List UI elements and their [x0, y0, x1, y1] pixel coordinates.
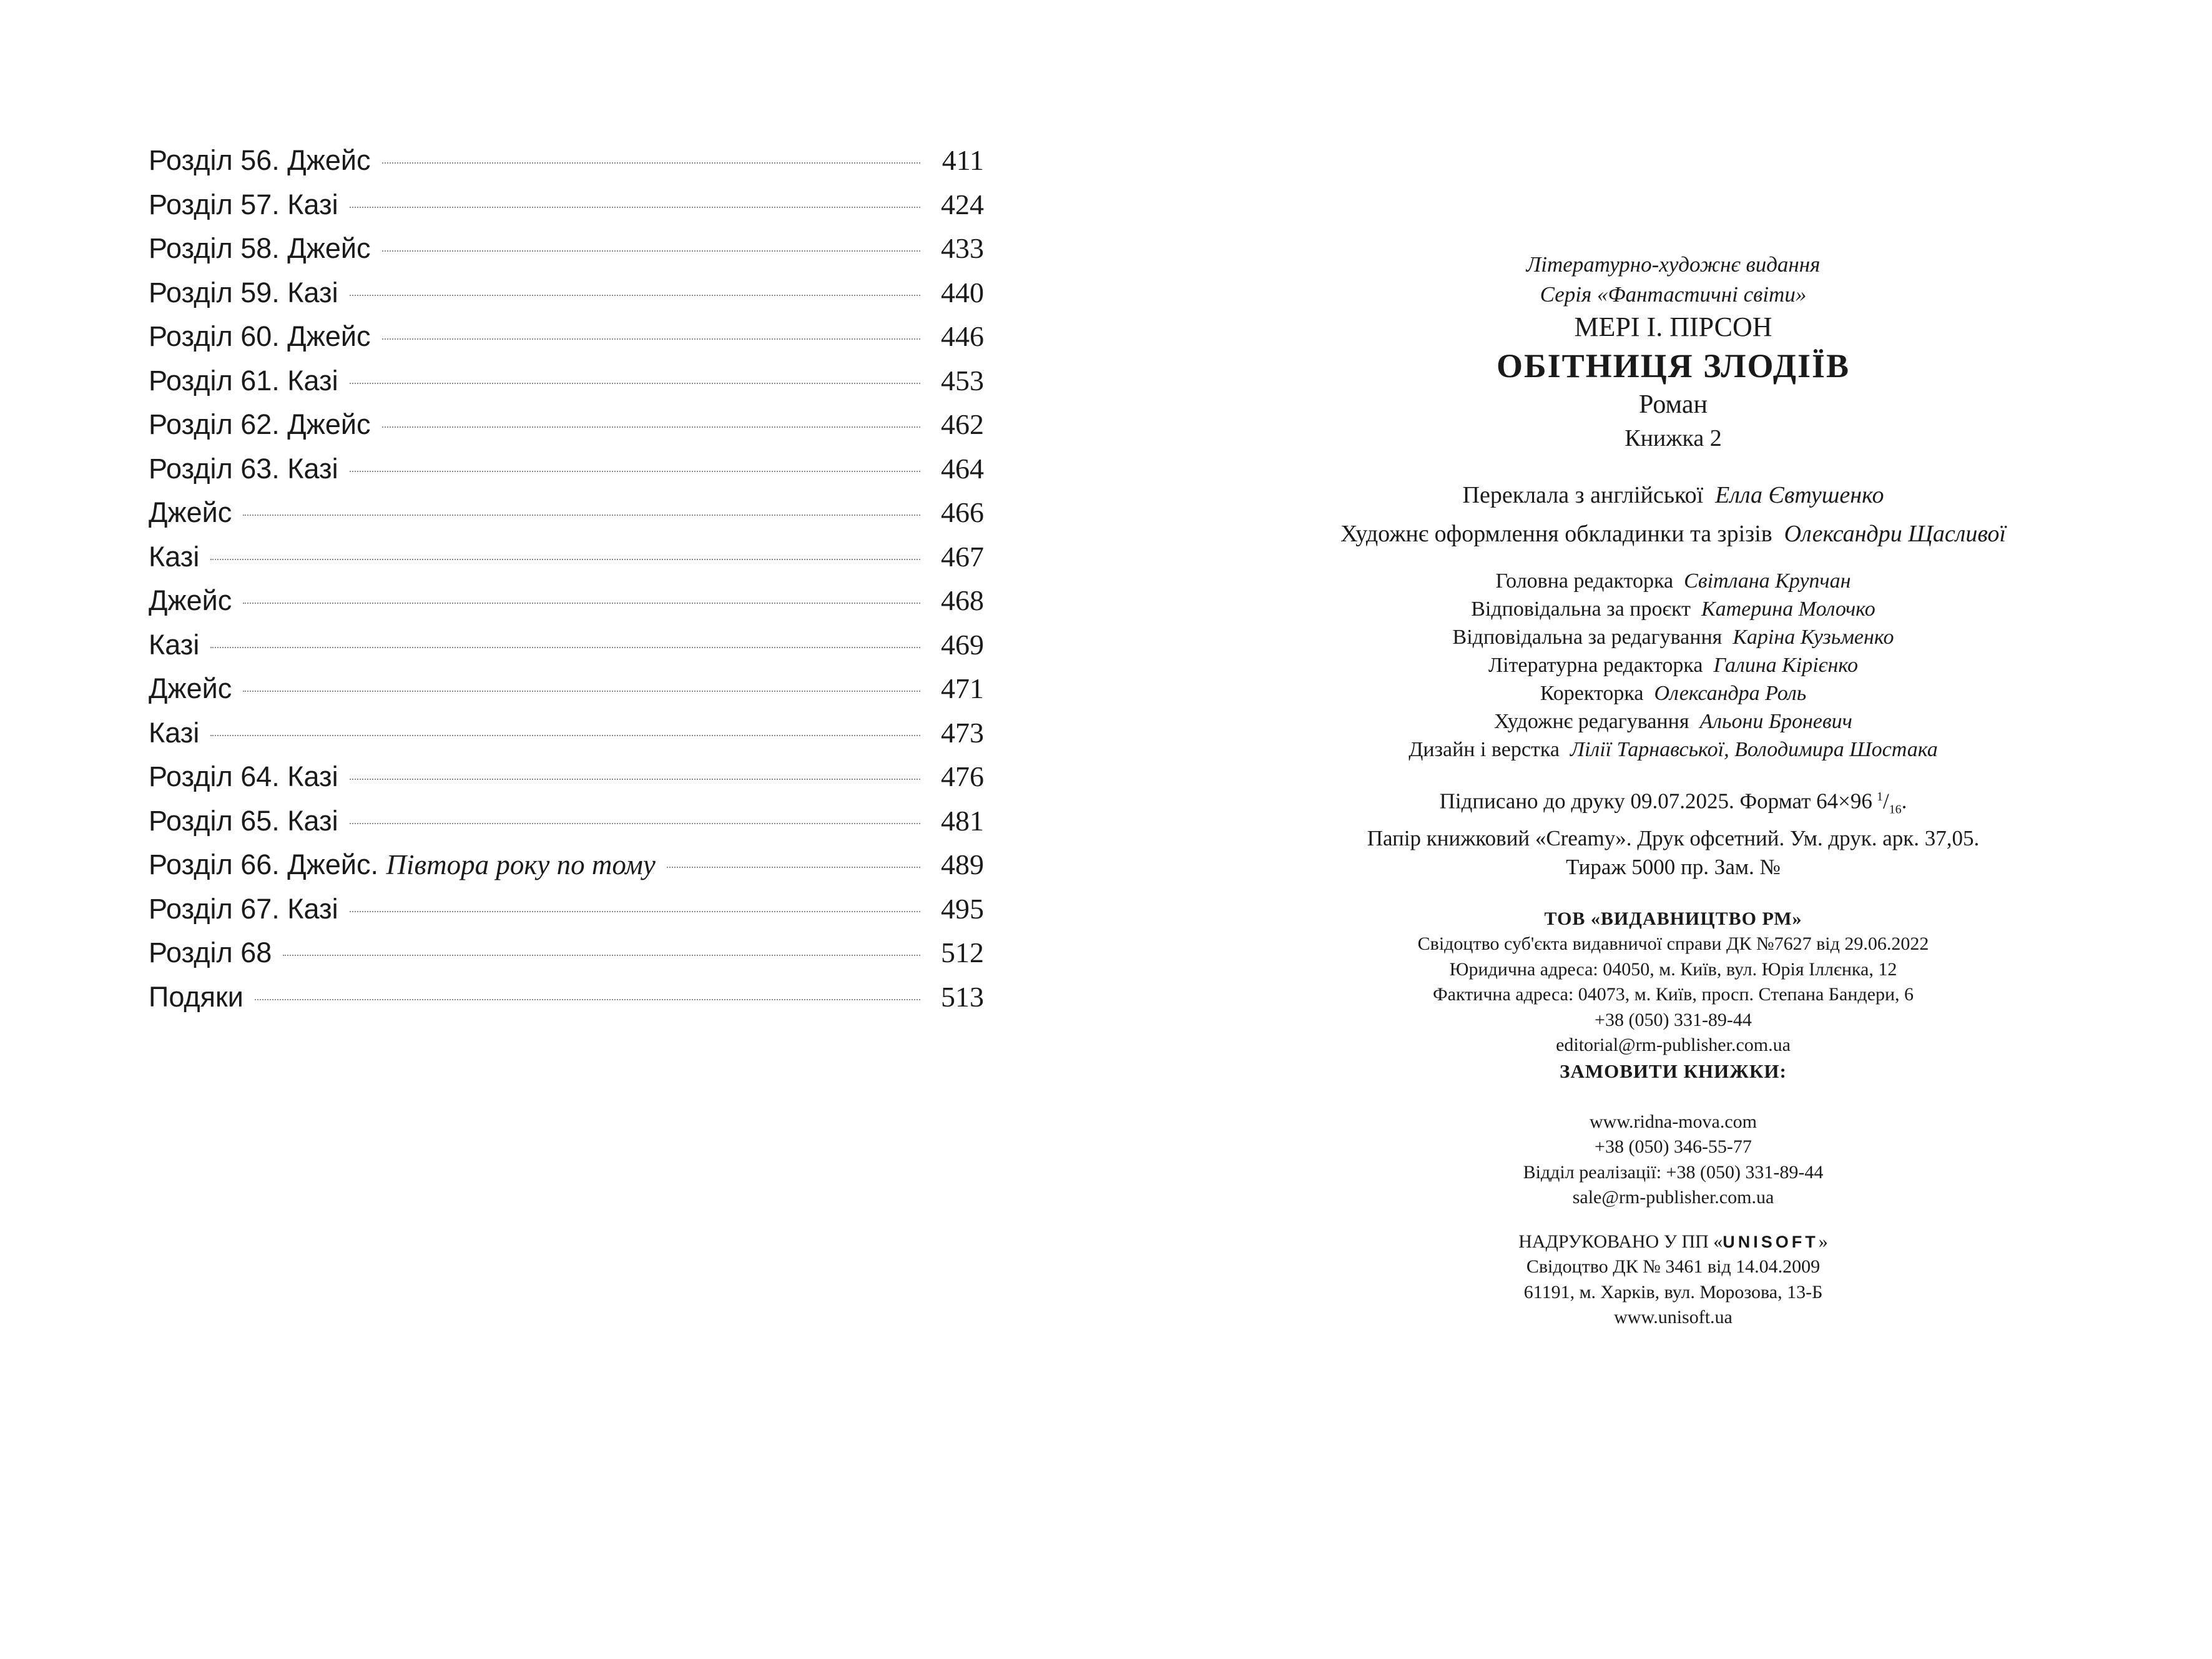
dot-leader: [243, 514, 920, 516]
publisher-details: [1261, 932, 2085, 1058]
toc-title-text: Розділ 67. Казі: [149, 892, 338, 925]
publisher-line: +38 (050) 331-89-44: [1595, 1009, 1752, 1030]
toc-entry: [149, 227, 984, 271]
toc-entry-title: [149, 535, 199, 579]
cover-design-credit: [1261, 514, 2085, 553]
toc-entry: [149, 975, 984, 1020]
toc-entry: [149, 579, 984, 623]
toc-page-number: 473: [941, 716, 984, 749]
toc-entry-title: [149, 755, 338, 799]
toc-title-text: Джейс: [149, 584, 232, 616]
toc-entry: [149, 447, 984, 491]
publisher-line: Фактична адреса: 04073, м. Київ, просп. Степана Бандери, 6: [1432, 984, 1914, 1005]
printer-brand: UNISOFT: [1723, 1232, 1819, 1251]
table-of-contents: [149, 139, 984, 1019]
publisher-line: editorial@rm-publisher.com.ua: [1556, 1035, 1791, 1056]
toc-page-number: 462: [941, 408, 984, 440]
order-line: +38 (050) 346-55-77: [1595, 1136, 1752, 1158]
toc-entry-title: [149, 667, 232, 711]
genre: Роман: [1639, 390, 1708, 419]
author-name: МЕРІ І. ПІРСОН: [1574, 312, 1772, 342]
dot-leader: [210, 735, 920, 736]
credit-name: Каріна Кузьменко: [1733, 626, 1894, 649]
dot-leader: [350, 207, 920, 208]
credit-line: [1261, 595, 2085, 623]
toc-entry: [149, 667, 984, 711]
credit-line: [1261, 567, 2085, 595]
editorial-credits: [1261, 567, 2085, 764]
translator-label: Переклала з англійської: [1462, 482, 1704, 508]
edition-type: Літературно-художнє видання: [1526, 252, 1821, 277]
toc-title-text: Розділ 56. Джейс: [149, 144, 371, 176]
toc-title-text: Казі: [149, 628, 200, 661]
toc-page-number: 469: [941, 628, 984, 661]
toc-page-number: 424: [941, 188, 984, 220]
credit-name: Катерина Молочко: [1701, 598, 1875, 621]
toc-entry-title: [149, 271, 338, 315]
toc-title-text: Подяки: [149, 980, 243, 1013]
toc-entry-title: [149, 359, 338, 403]
order-block: [1261, 1110, 2085, 1211]
toc-entry: [149, 711, 984, 756]
signed-text: Підписано до друку 09.07.2025. Формат 64×96: [1439, 789, 1872, 814]
translator-name: Елла Євтушенко: [1715, 482, 1884, 508]
format-denominator: 16: [1889, 802, 1902, 817]
credit-role: Коректорка: [1540, 682, 1644, 705]
dot-leader: [243, 691, 920, 692]
dot-leader: [350, 823, 920, 824]
credit-role: Літературна редакторка: [1488, 654, 1703, 677]
dot-leader: [667, 867, 920, 868]
order-line: Відділ реалізації: +38 (050) 331-89-44: [1523, 1161, 1824, 1183]
toc-entry: [149, 799, 984, 844]
toc-page-number: 467: [941, 540, 984, 573]
toc-entry-title: [149, 403, 371, 447]
credit-line: [1261, 651, 2085, 679]
toc-page-number: 471: [941, 672, 984, 704]
toc-entry-title: [149, 139, 371, 183]
credit-name: Галина Кірієнко: [1713, 654, 1858, 677]
print-run: Тираж 5000 пр. Зам. №: [1566, 854, 1781, 879]
toc-page-number: 411: [941, 144, 984, 176]
dot-leader: [382, 426, 920, 428]
toc-page-number: 466: [941, 496, 984, 528]
credit-role: Художнє редагування: [1494, 710, 1689, 733]
toc-entry-title: [149, 799, 338, 844]
credit-line: [1261, 707, 2085, 736]
toc-title-text: Розділ 61. Казі: [149, 364, 338, 396]
toc-entry: [149, 315, 984, 359]
toc-page-number: 446: [941, 320, 984, 352]
dot-leader: [350, 383, 920, 384]
toc-entry-title: [149, 447, 338, 491]
toc-title-text: Казі: [149, 716, 200, 749]
toc-entry: [149, 271, 984, 315]
toc-entry: [149, 623, 984, 667]
printer-line: 61191, м. Харків, вул. Морозова, 13-Б: [1523, 1281, 1823, 1302]
toc-page-number: 481: [941, 804, 984, 837]
toc-title-text: Розділ 57. Казі: [149, 188, 338, 220]
toc-page-number: 513: [941, 980, 984, 1013]
toc-entry: [149, 887, 984, 932]
credit-role: Відповідальна за редагування: [1452, 626, 1723, 649]
printer-line: Свідоцтво ДК № 3461 від 14.04.2009: [1526, 1256, 1821, 1277]
toc-title-text: Розділ 58. Джейс: [149, 232, 371, 264]
dot-leader: [382, 250, 920, 252]
toc-entry-title: [149, 843, 656, 887]
cover-design-name: Олександри Щасливої: [1784, 521, 2006, 547]
toc-page-number: 495: [941, 892, 984, 925]
dot-leader: [350, 911, 920, 912]
toc-entry: [149, 931, 984, 975]
toc-title-text: Джейс: [149, 496, 232, 528]
toc-page-number: 468: [941, 584, 984, 616]
toc-title-text: Розділ 60. Джейс: [149, 320, 371, 352]
printer-block: [1261, 1229, 2085, 1331]
toc-page-number: 476: [941, 761, 984, 792]
cover-design-label: Художнє оформлення обкладинки та зрізів: [1340, 521, 1772, 547]
toc-page-number: 440: [941, 276, 984, 308]
print-info: [1261, 782, 2085, 882]
dot-leader: [350, 471, 920, 472]
toc-title-text: Розділ 68: [149, 937, 272, 968]
toc-title-text: Розділ 65. Казі: [149, 804, 338, 837]
dot-leader: [210, 559, 920, 560]
credit-role: Головна редакторка: [1495, 569, 1674, 593]
credit-name: Світлана Крупчан: [1684, 569, 1851, 593]
signed-for-print: Підписано до друку 09.07.2025. Формат 64×96 $^1/_{16}$.: [1439, 789, 1907, 817]
order-heading: ЗАМОВИТИ КНИЖКИ:: [1560, 1060, 1787, 1082]
order-line: www.ridna-mova.com: [1590, 1111, 1757, 1132]
toc-page-number: 489: [941, 849, 984, 880]
dot-leader: [350, 295, 920, 296]
credit-name: Олександра Роль: [1654, 682, 1807, 705]
toc-entry: [149, 139, 984, 183]
toc-subtitle: Півтора року по тому: [386, 849, 656, 880]
toc-entry: [149, 535, 984, 579]
format-numerator: 1: [1876, 790, 1883, 804]
credit-role: Відповідальна за проєкт: [1471, 598, 1691, 621]
toc-page-number: 464: [941, 452, 984, 485]
credit-name: Лілії Тарнавської, Володимира Шостака: [1570, 738, 1938, 761]
publisher-line: Юридична адреса: 04050, м. Київ, вул. Юрія Іллєнка, 12: [1449, 958, 1897, 980]
publisher-line: Свідоцтво суб'єкта видавничої справи ДК №7627 від 29.06.2022: [1417, 933, 1929, 955]
toc-title-text: Розділ 63. Казі: [149, 452, 338, 485]
toc-entry-title: [149, 623, 199, 667]
toc-title-text: Розділ 66. Джейс.: [149, 849, 386, 880]
printer-line: www.unisoft.ua: [1614, 1307, 1733, 1328]
dot-leader: [382, 162, 920, 164]
toc-entry-title: [149, 183, 338, 227]
printed-suffix: »: [1818, 1231, 1828, 1252]
dot-leader: [382, 338, 920, 340]
toc-title-text: Казі: [149, 540, 200, 573]
publisher-block: [1261, 907, 2085, 1058]
dot-leader: [255, 999, 920, 1000]
series-name: Серія «Фантастичні світи»: [1540, 282, 1807, 307]
dot-leader: [283, 955, 920, 956]
order-line: sale@rm-publisher.com.ua: [1572, 1187, 1774, 1208]
toc-title-text: Розділ 64. Казі: [149, 761, 338, 792]
credit-line: [1261, 623, 2085, 651]
toc-page-number: 512: [941, 937, 984, 968]
toc-entry: [149, 183, 984, 227]
dot-leader: [243, 603, 920, 604]
toc-title-text: Розділ 62. Джейс: [149, 408, 371, 440]
toc-page-number: 453: [941, 364, 984, 396]
book-title: ОБІТНИЦЯ ЗЛОДІЇВ: [1496, 347, 1851, 385]
toc-entry: [149, 359, 984, 403]
credit-role: Дизайн і верстка: [1408, 738, 1560, 761]
toc-entry-title: [149, 931, 272, 975]
toc-page-number: 433: [941, 232, 984, 264]
imprint-page: [1261, 250, 2085, 1331]
toc-entry-title: [149, 975, 243, 1020]
toc-entry-title: [149, 579, 232, 623]
toc-entry-title: [149, 315, 371, 359]
credit-name: Альони Броневич: [1699, 710, 1852, 733]
paper-info: Папір книжковий «Creamy». Друк офсетний. Ум. друк. арк. 37,05.: [1367, 825, 1980, 850]
credit-line: [1261, 679, 2085, 707]
credit-line: [1261, 736, 2085, 764]
dot-leader: [350, 779, 920, 780]
toc-entry: [149, 843, 984, 887]
printed-by: [1261, 1229, 2085, 1255]
printer-details: [1261, 1254, 2085, 1331]
toc-entry: [149, 491, 984, 535]
translator-credit: [1261, 476, 2085, 514]
book-number: Книжка 2: [1625, 425, 1722, 451]
printed-prefix: НАДРУКОВАНО У ПП «: [1518, 1231, 1723, 1252]
toc-title-text: Джейс: [149, 672, 232, 704]
toc-entry-title: [149, 887, 338, 932]
dot-leader: [210, 647, 920, 648]
toc-entry: [149, 403, 984, 447]
toc-entry: [149, 755, 984, 799]
publisher-name: ТОВ «ВИДАВНИЦТВО РМ»: [1544, 908, 1802, 929]
toc-entry-title: [149, 227, 371, 271]
toc-entry-title: [149, 491, 232, 535]
toc-title-text: Розділ 59. Казі: [149, 276, 338, 308]
toc-entry-title: [149, 711, 199, 756]
